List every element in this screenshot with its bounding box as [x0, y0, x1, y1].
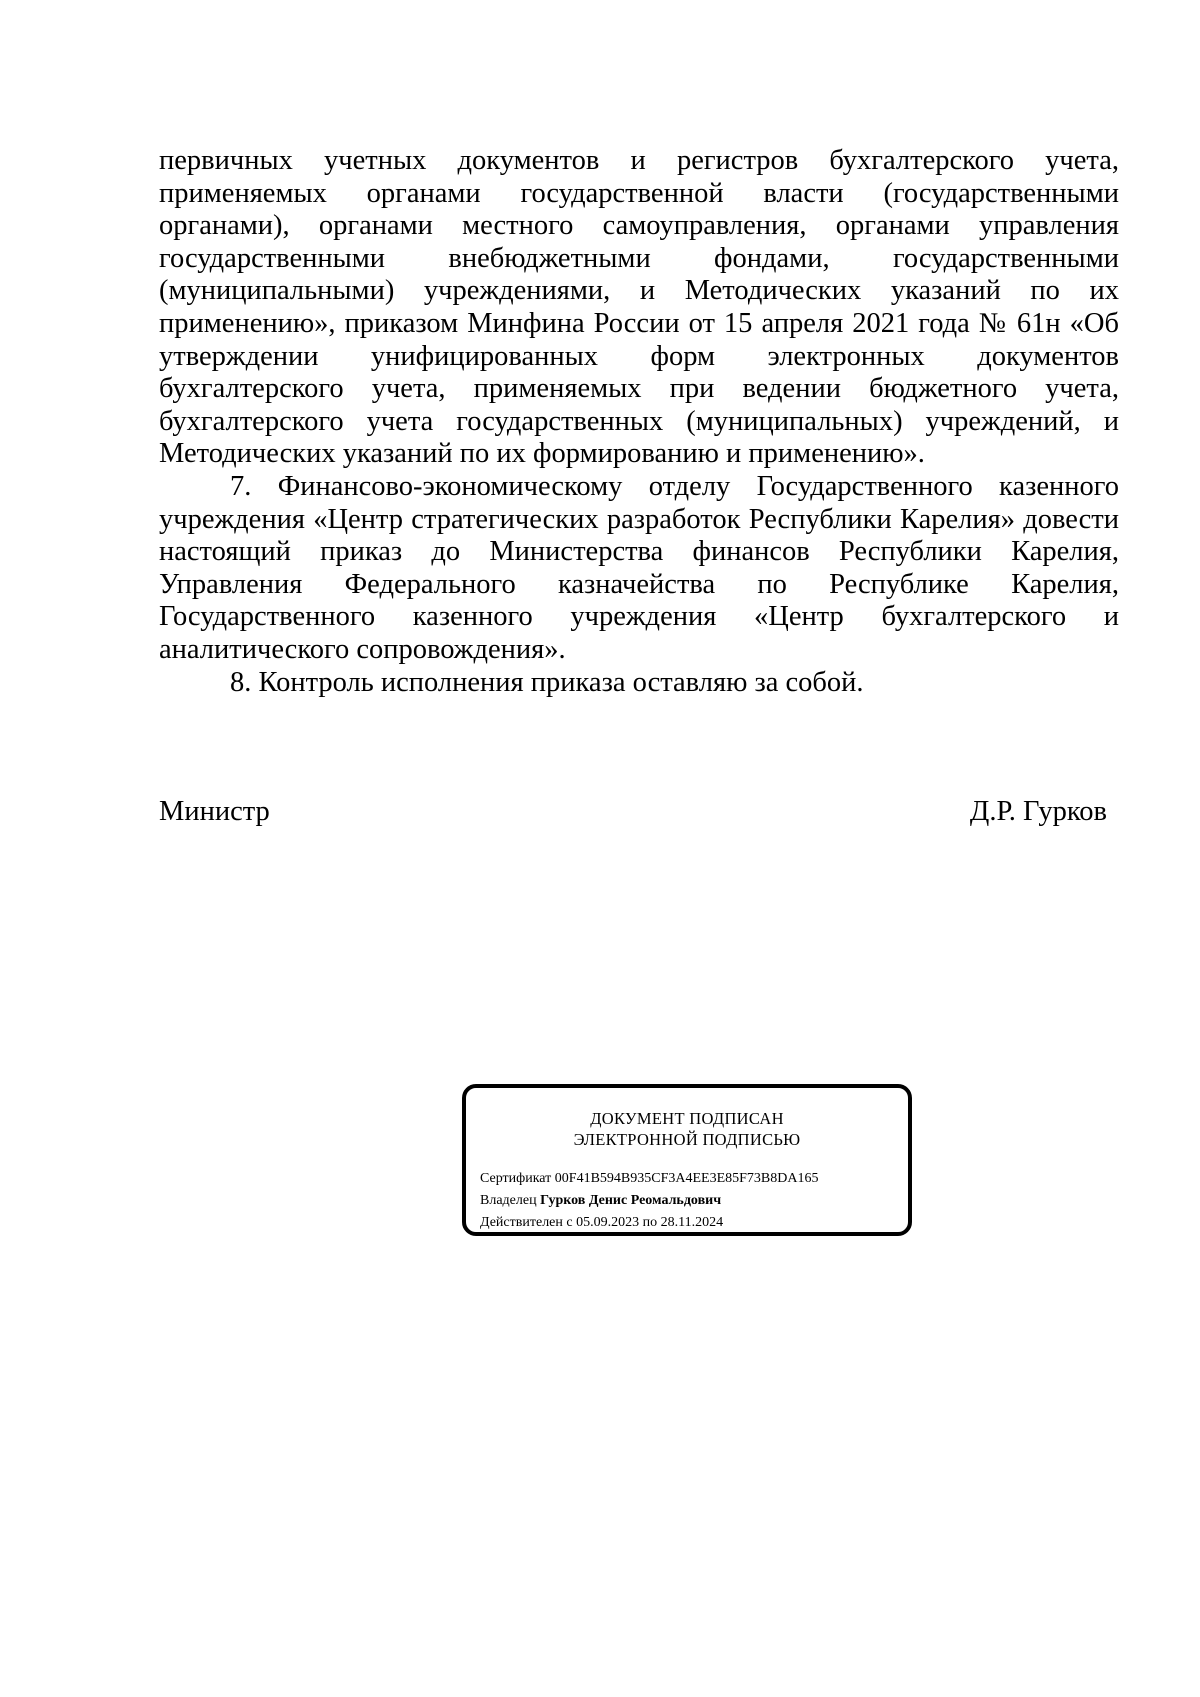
paragraph-item-7: 7. Финансово-экономическому отделу Государственного казенного учреждения «Центр стратегических разработок Республики Карелия» довести настоящий приказ до Министерства финансов Республики Карелия, Управления Федерального казначейства по Республике Карелия, Государственного казенного учреждения «Центр бухгалтерского и аналитического сопровождения».: [159, 470, 1119, 665]
paragraph-continuation: первичных учетных документов и регистров бухгалтерского учета, применяемых органами государственной власти (государственными органами), органами местного самоуправления, органами управления государственными внебюджетными фондами, государственными (муниципальными) учреждениями, и Методических указаний по их применению», приказом Минфина России от 15 апреля 2021 года № 61н «Об утверждении унифицированных форм электронных документов бухгалтерского учета, применяемых при ведении бюджетного учета, бухгалтерского учета государственных (муниципальных) учреждений, и Методических указаний по их формированию и применению».: [159, 145, 1119, 470]
stamp-heading-line-1: ДОКУМЕНТ ПОДПИСАН: [590, 1109, 784, 1128]
valid-from: 05.09.2023: [576, 1215, 640, 1230]
valid-label: Действителен с: [480, 1215, 573, 1230]
document-body: [159, 145, 1119, 699]
paragraph-item-8: 8. Контроль исполнения приказа оставляю за собой.: [230, 666, 864, 698]
stamp-heading-line-2: ЭЛЕКТРОННОЙ ПОДПИСЬЮ: [573, 1130, 801, 1149]
owner-value: Гурков Денис Реомальдович: [540, 1193, 722, 1208]
stamp-owner-line: [480, 1190, 818, 1212]
signatory-title: Министр: [159, 796, 270, 827]
electronic-signature-stamp: [462, 1084, 912, 1236]
certificate-value: 00F41B594B935CF3A4EE3E85F73B8DA165: [554, 1171, 819, 1186]
stamp-validity-line: [480, 1212, 818, 1234]
stamp-certificate-line: [480, 1168, 818, 1190]
valid-to: 28.11.2024: [660, 1215, 724, 1230]
certificate-label: Сертификат: [480, 1171, 552, 1186]
stamp-details: [480, 1168, 818, 1234]
owner-label: Владелец: [480, 1193, 537, 1208]
stamp-heading: [466, 1108, 908, 1150]
valid-to-label: по: [642, 1215, 658, 1230]
signatory-name: Д.Р. Гурков: [969, 796, 1107, 827]
